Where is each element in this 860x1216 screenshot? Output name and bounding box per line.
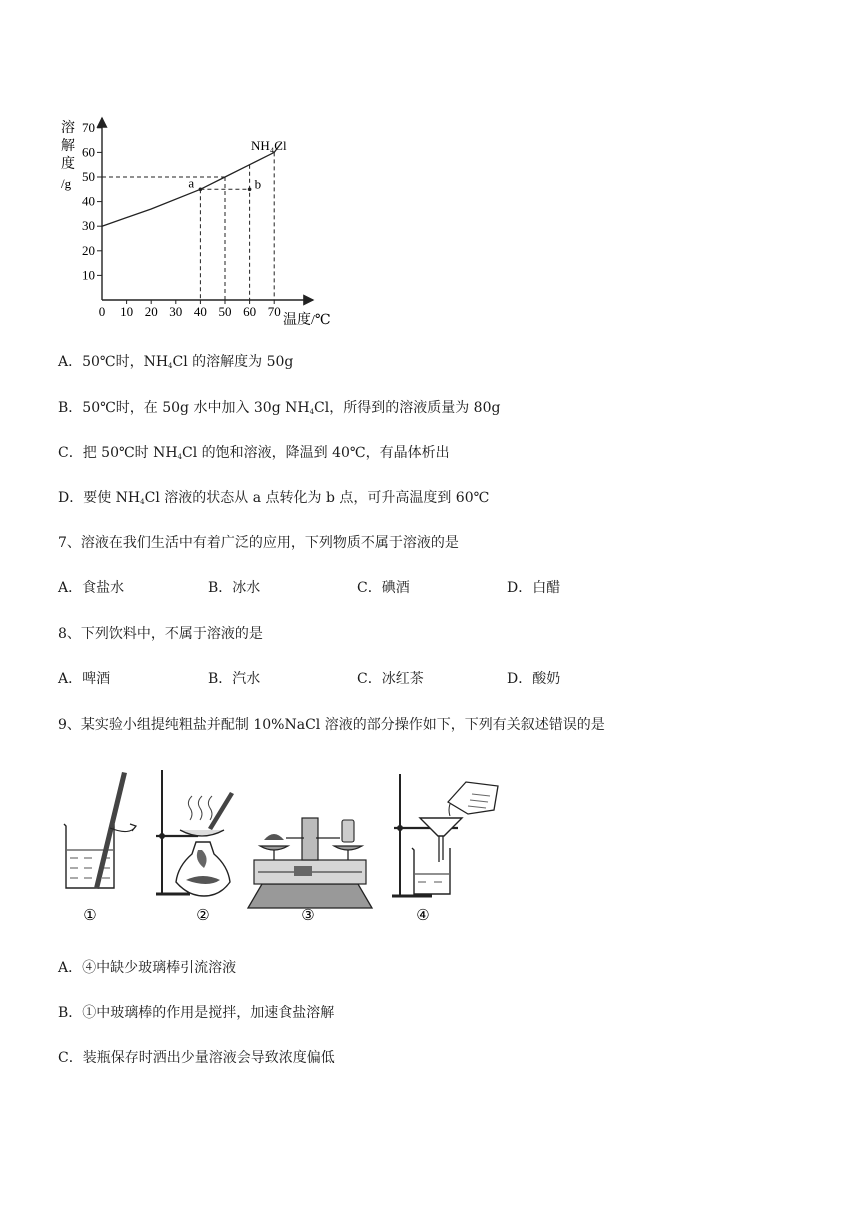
figure-label-3: ③ (301, 908, 315, 924)
balance-scale-illustration (248, 818, 372, 908)
q6-option-d-pre: D．要使 NH (58, 490, 141, 506)
lab-operations-figure (58, 762, 508, 927)
q6-option-b-pre: B．50℃时，在 50g 水中加入 30g NH (58, 400, 310, 416)
point-b-marker (248, 188, 252, 192)
y-tick-label: 70 (82, 119, 95, 135)
x-tick-label: 60 (243, 304, 257, 319)
y-tick-label: 40 (82, 193, 95, 209)
y-axis-label-2: 解 (61, 139, 75, 154)
series-label: NH₄Cl (251, 138, 287, 153)
q6-option-b-sub: 4 (309, 408, 315, 416)
q6-option-a-sub: 4 (168, 362, 173, 370)
y-tick-label: 10 (82, 267, 95, 283)
q8-option-a[interactable]: A．啤酒 (58, 671, 111, 687)
q9-option-b[interactable]: B．①中玻璃棒的作用是搅拌，加速食盐溶解 (58, 1005, 335, 1021)
x-tick-label: 10 (120, 304, 134, 319)
y-axis-label-1: 溶 (61, 121, 75, 136)
q7-option-d[interactable]: D．白醋 (507, 580, 561, 596)
q6-option-d-sub: 4 (140, 498, 145, 506)
q6-option-a[interactable] (58, 352, 293, 376)
q6-option-b-post: Cl，所得到的溶液质量为 80g (314, 400, 501, 416)
figure-label-2: ② (196, 908, 210, 924)
dissolving-beaker-illustration (64, 772, 136, 889)
q6-option-a-post: Cl 的溶解度为 50g (172, 354, 294, 370)
x-tick-label: 30 (169, 304, 183, 319)
y-axis-label-3: 度 (61, 157, 75, 172)
q8-option-c[interactable]: C．冰红茶 (357, 671, 424, 687)
point-b-label: b (254, 176, 262, 192)
q6-option-c-pre: C．把 50℃时 NH (58, 445, 178, 461)
q6-option-a-pre: A．50℃时，NH (58, 354, 169, 370)
figure-label-4: ④ (416, 908, 430, 924)
evaporation-setup-illustration (156, 770, 234, 896)
q7-option-a[interactable]: A．食盐水 (58, 580, 125, 596)
q9-option-c[interactable]: C．装瓶保存时洒出少量溶液会导致浓度偏低 (58, 1050, 335, 1066)
y-axis-label-4: /g (61, 176, 72, 191)
x-tick-label: 0 (98, 304, 106, 319)
x-tick-label: 50 (218, 304, 232, 319)
q6-option-c[interactable] (58, 443, 450, 467)
point-a-label: a (188, 175, 195, 191)
y-tick-label: 50 (82, 169, 95, 184)
q6-option-d-post: Cl 溶液的状态从 a 点转化为 b 点，可升高温度到 60℃ (144, 490, 490, 506)
q6-option-c-post: Cl 的饱和溶液，降温到 40℃，有晶体析出 (182, 445, 450, 461)
q7-option-c[interactable]: C．碘酒 (357, 580, 410, 596)
x-tick-label: 70 (267, 304, 281, 319)
q6-option-c-sub: 4 (177, 453, 183, 461)
q8-option-b[interactable]: B．汽水 (208, 671, 261, 687)
y-tick-label: 60 (82, 144, 95, 160)
y-tick-label: 20 (82, 242, 95, 258)
q6-option-b[interactable] (58, 398, 500, 422)
solubility-chart (55, 110, 345, 332)
figure-label-1: ① (83, 908, 97, 924)
q6-option-d[interactable] (58, 488, 489, 512)
filtration-setup-illustration (392, 774, 498, 896)
q7-stem: 7、溶液在我们生活中有着广泛的应用，下列物质不属于溶液的是 (58, 535, 459, 551)
q9-stem: 9、某实验小组提纯粗盐并配制 10%NaCl 溶液的部分操作如下，下列有关叙述错误的是 (58, 717, 605, 733)
point-a-marker (199, 188, 203, 192)
q7-option-b[interactable]: B．冰水 (208, 580, 261, 596)
x-tick-label: 20 (144, 304, 158, 319)
x-tick-label: 40 (193, 304, 207, 319)
y-tick-label: 30 (82, 218, 95, 234)
q9-option-a[interactable]: A．④中缺少玻璃棒引流溶液 (58, 960, 237, 976)
q8-option-d[interactable]: D．酸奶 (507, 671, 561, 687)
x-axis-label: 温度/℃ (283, 313, 331, 328)
q8-stem: 8、下列饮料中，不属于溶液的是 (58, 626, 263, 642)
